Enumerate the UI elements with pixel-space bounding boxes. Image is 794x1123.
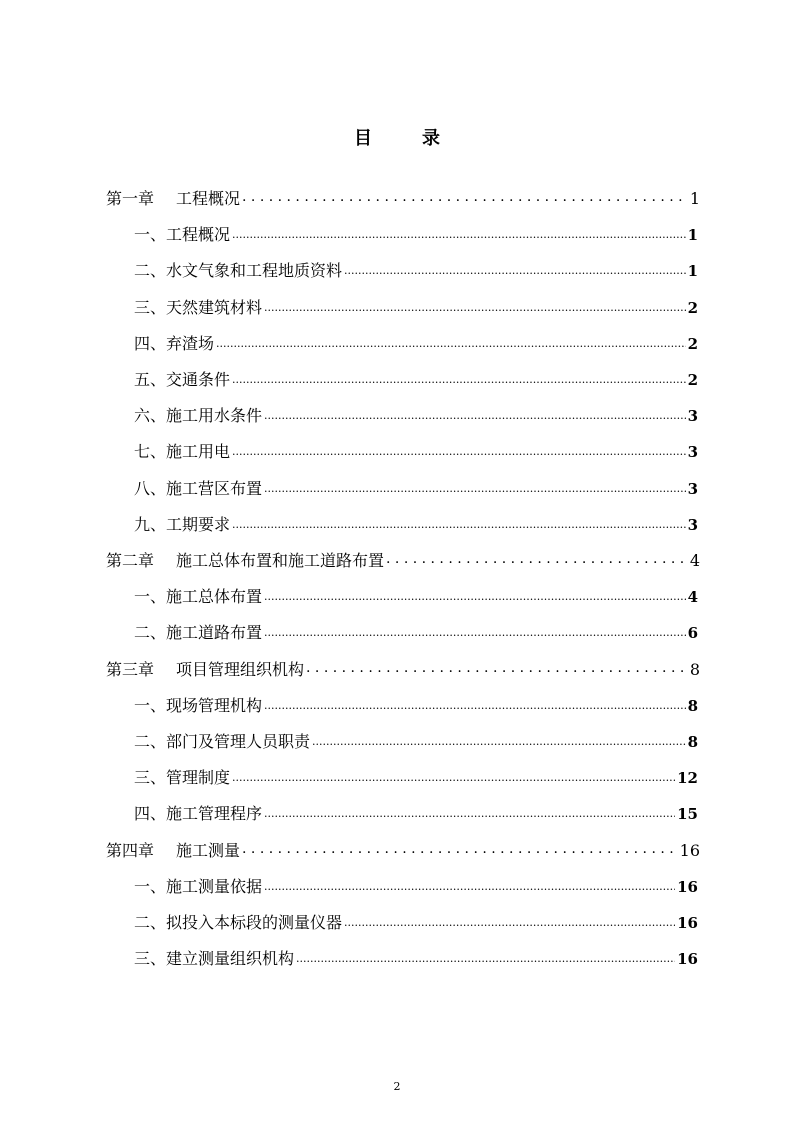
toc-dot-leader bbox=[344, 914, 675, 928]
toc-dot-leader bbox=[312, 733, 686, 747]
toc-entry-number: 第一章 bbox=[106, 189, 155, 208]
toc-section-entry[interactable] bbox=[134, 331, 698, 359]
toc-page-number: 16 bbox=[677, 950, 698, 969]
toc-dot-leader bbox=[264, 480, 686, 494]
toc-page-number: 2 bbox=[687, 371, 698, 389]
toc-chapter-entry[interactable] bbox=[106, 657, 700, 685]
toc-section-entry[interactable] bbox=[134, 403, 698, 431]
toc-section-entry[interactable] bbox=[134, 765, 698, 793]
toc-entry-title: 施工用电 bbox=[166, 442, 231, 462]
toc-dot-leader bbox=[264, 878, 675, 892]
toc-entry-title: 建立测量组织机构 bbox=[166, 949, 295, 969]
toc-page-number: 16 bbox=[679, 840, 700, 860]
toc-entry-title: 施工测量 bbox=[176, 840, 241, 860]
toc-page-number: 1 bbox=[687, 262, 698, 281]
toc-section-entry[interactable] bbox=[134, 439, 698, 467]
toc-section-entry[interactable] bbox=[134, 476, 698, 504]
toc-entry-number: 五、 bbox=[134, 370, 167, 389]
toc-entry-title: 项目管理组织机构 bbox=[176, 659, 305, 679]
toc-page-number: 6 bbox=[687, 624, 698, 643]
toc-entry-number: 一、 bbox=[134, 225, 167, 245]
toc-page-number: 3 bbox=[687, 515, 698, 534]
toc-dot-leader bbox=[242, 842, 678, 856]
toc-entry-title: 工期要求 bbox=[166, 514, 231, 534]
toc-entry-number: 三、 bbox=[134, 768, 167, 788]
toc-entry-title: 现场管理机构 bbox=[166, 695, 263, 715]
toc-entry-number: 四、 bbox=[134, 333, 167, 353]
toc-page-number: 8 bbox=[689, 659, 700, 679]
toc-entry-title: 拟投入本标段的测量仪器 bbox=[166, 913, 343, 932]
toc-section-entry[interactable] bbox=[134, 729, 698, 757]
toc-entry-title: 天然建筑材料 bbox=[166, 297, 263, 317]
toc-dot-leader bbox=[264, 299, 686, 313]
toc-entry-title: 水文气象和工程地质资料 bbox=[166, 261, 343, 281]
toc-entry-number: 二、 bbox=[134, 732, 167, 751]
toc-section-entry[interactable] bbox=[134, 693, 698, 721]
toc-page-number: 8 bbox=[687, 696, 698, 715]
toc-section-entry[interactable] bbox=[134, 258, 698, 286]
toc-chapter-entry[interactable] bbox=[106, 838, 700, 866]
toc-entry-number: 二、 bbox=[134, 623, 167, 643]
toc-entry-title: 施工道路布置 bbox=[166, 623, 263, 643]
toc-entry-number: 九、 bbox=[134, 514, 167, 534]
toc-section-entry[interactable] bbox=[134, 910, 698, 938]
toc-page-number: 16 bbox=[677, 877, 698, 896]
toc-dot-leader bbox=[232, 443, 686, 457]
toc-dot-leader bbox=[344, 262, 686, 276]
toc-entry-title: 部门及管理人员职责 bbox=[166, 732, 311, 751]
toc-entry-number: 第二章 bbox=[106, 551, 155, 570]
toc-section-entry[interactable] bbox=[134, 801, 698, 829]
toc-dot-leader bbox=[216, 335, 686, 349]
toc-section-entry[interactable] bbox=[134, 946, 698, 974]
toc-dot-leader bbox=[242, 190, 688, 204]
toc-entry-number: 三、 bbox=[134, 949, 167, 969]
toc-page-number: 2 bbox=[687, 334, 698, 353]
toc-section-entry[interactable] bbox=[134, 367, 698, 395]
toc-page-number: 3 bbox=[687, 443, 698, 462]
toc-section-entry[interactable] bbox=[134, 620, 698, 648]
page-title: 目 录 bbox=[354, 128, 456, 149]
toc-entry-title: 管理制度 bbox=[166, 768, 231, 788]
toc-dot-leader bbox=[264, 407, 686, 421]
toc-entry-title: 交通条件 bbox=[166, 370, 231, 389]
toc-page-number: 1 bbox=[687, 226, 698, 245]
toc-dot-leader bbox=[232, 516, 686, 530]
toc-dot-leader bbox=[386, 552, 688, 566]
toc-section-entry[interactable] bbox=[134, 584, 698, 612]
toc-section-entry[interactable] bbox=[134, 874, 698, 902]
toc-dot-leader bbox=[264, 697, 686, 711]
toc-section-entry[interactable] bbox=[134, 512, 698, 540]
toc-page-number: 4 bbox=[687, 588, 698, 607]
toc-page-number: 3 bbox=[687, 479, 698, 498]
toc-entry-title: 施工测量依据 bbox=[166, 876, 263, 896]
toc-entry-number: 二、 bbox=[134, 261, 167, 281]
toc-entry-number: 一、 bbox=[134, 587, 167, 607]
toc-entry-number: 三、 bbox=[134, 297, 167, 317]
toc-entry-title: 施工营区布置 bbox=[166, 478, 263, 498]
toc-entry-title: 施工总体布置 bbox=[166, 587, 263, 607]
toc-entry-title: 施工总体布置和施工道路布置 bbox=[176, 551, 385, 570]
toc-dot-leader bbox=[296, 950, 675, 964]
toc-section-entry[interactable] bbox=[134, 222, 698, 250]
toc-entry-number: 四、 bbox=[134, 804, 167, 824]
toc-page-number: 15 bbox=[677, 805, 698, 824]
toc-dot-leader bbox=[232, 371, 686, 385]
toc-page-number: 4 bbox=[689, 551, 700, 570]
toc-dot-leader bbox=[232, 226, 686, 240]
toc-page-number: 8 bbox=[687, 733, 698, 751]
toc-entry-number: 八、 bbox=[134, 478, 167, 498]
toc-entry-title: 弃渣场 bbox=[166, 333, 215, 353]
toc-entry-title: 工程概况 bbox=[166, 225, 231, 245]
toc-dot-leader bbox=[264, 588, 686, 602]
toc-entry-number: 七、 bbox=[134, 442, 167, 462]
toc-section-entry[interactable] bbox=[134, 295, 698, 323]
toc-chapter-entry[interactable] bbox=[106, 548, 700, 576]
toc-entry-title: 工程概况 bbox=[176, 189, 241, 208]
toc-dot-leader bbox=[306, 661, 688, 675]
toc-entry-number: 一、 bbox=[134, 695, 167, 715]
toc-dot-leader bbox=[264, 805, 675, 819]
toc-page-number: 1 bbox=[689, 189, 700, 208]
toc-page-number: 2 bbox=[687, 298, 698, 317]
toc-page-number: 16 bbox=[677, 914, 698, 932]
toc-entry-number: 一、 bbox=[134, 876, 167, 896]
toc-entry-number: 六、 bbox=[134, 406, 167, 426]
toc-page-number: 3 bbox=[687, 407, 698, 426]
toc-dot-leader bbox=[232, 769, 675, 783]
footer-page-number: 2 bbox=[393, 1080, 401, 1093]
toc-page-number: 12 bbox=[677, 769, 698, 788]
toc-dot-leader bbox=[264, 624, 686, 638]
toc-chapter-entry[interactable] bbox=[106, 186, 700, 214]
toc-entry-title: 施工管理程序 bbox=[166, 804, 263, 824]
toc-entry-title: 施工用水条件 bbox=[166, 406, 263, 426]
toc-entry-number: 二、 bbox=[134, 913, 167, 932]
toc-entry-number: 第四章 bbox=[106, 840, 155, 860]
toc-entry-number: 第三章 bbox=[106, 659, 155, 679]
